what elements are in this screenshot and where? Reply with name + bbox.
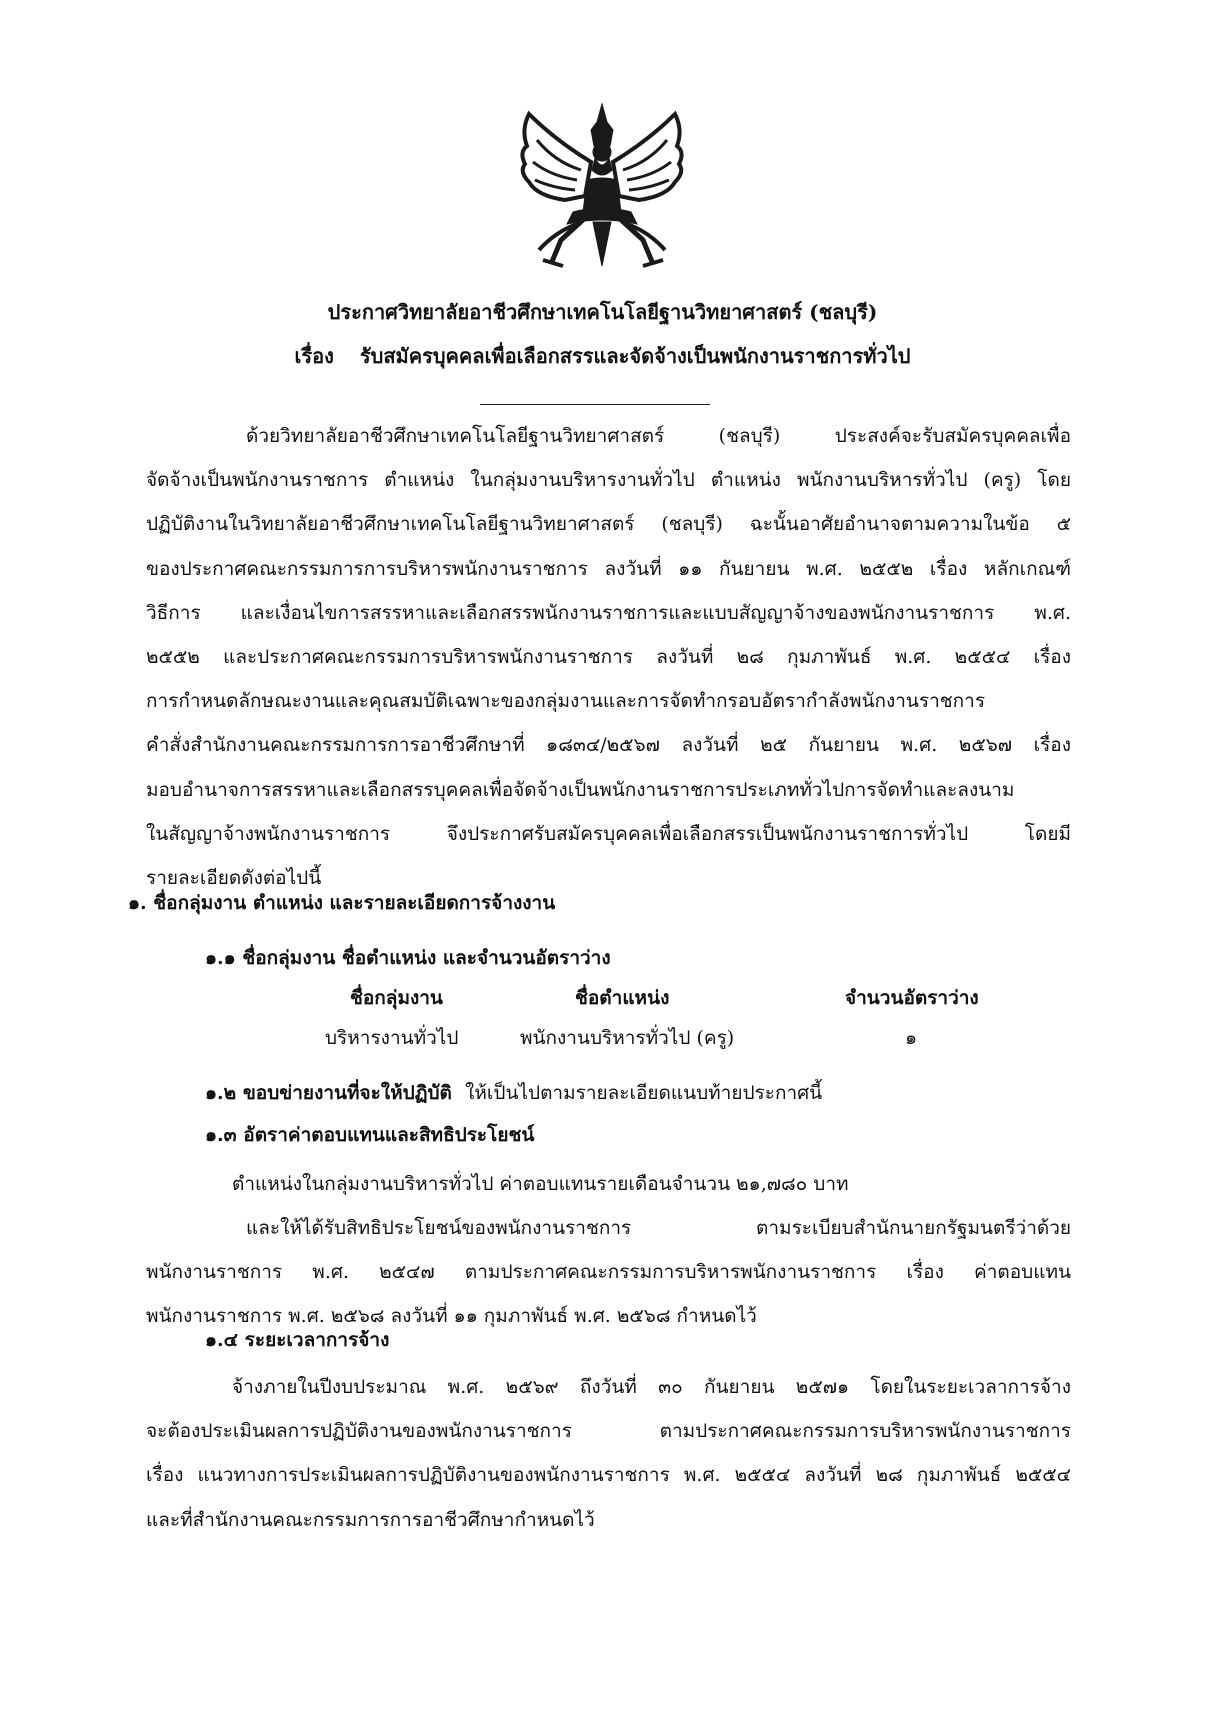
term-line: และที่สำนักงานคณะกรรมการการอาชีวศึกษากำหนดไว้ [146,1508,595,1531]
term-line: จ้างภายในปีงบประมาณ พ.ศ. ๒๕๖๙ ถึงวันที่ ๓๐ กันยายน ๒๕๗๑ โดยในระยะเวลาการจ้าง [232,1376,1071,1398]
announcement-subject [0,340,1205,372]
title-divider [480,404,710,405]
intro-line: วิธีการ และเงื่อนไขการสรรหาและเลือกสรรพนักงานราชการและแบบสัญญาจ้างของพนักงานราชการ พ.ศ. [146,601,1071,624]
section-1-2-text: ให้เป็นไปตามรายละเอียดแนบท้ายประกาศนี้ [465,1082,823,1104]
section-1-3-heading: ๑.๓ อัตราค่าตอบแทนและสิทธิประโยชน์ [205,1124,535,1146]
section-1-1-heading: ๑.๑ ชื่อกลุ่มงาน ชื่อตำแหน่ง และจำนวนอัตราว่าง [205,947,611,969]
table-header-vacancies: จำนวนอัตราว่าง [845,987,979,1009]
announcement-title: ประกาศวิทยาลัยอาชีวศึกษาเทคโนโลยีฐานวิทยาศาสตร์ (ชลบุรี) [327,300,878,324]
section-1-2 [205,1078,822,1108]
table-header-group: ชื่อกลุ่มงาน [350,987,443,1009]
subject-text: รับสมัครบุคคลเพื่อเลือกสรรและจัดจ้างเป็นพนักงานราชการทั่วไป [359,344,911,368]
intro-line: จัดจ้างเป็นพนักงานราชการ ตำแหน่ง ในกลุ่มงานบริหารงานทั่วไป ตำแหน่ง พนักงานบริหารทั่วไป (ครู) โดย [146,469,1071,492]
intro-line: ในสัญญาจ้างพนักงานราชการ จึงประกาศรับสมัครบุคคลเพื่อเลือกสรรเป็นพนักงานราชการทั่วไป โดยมี [146,822,1071,845]
table-cell-position: พนักงานบริหารทั่วไป (ครู) [520,1027,735,1049]
term-line: จะต้องประเมินผลการปฏิบัติงานของพนักงานราชการ ตามประกาศคณะกรรมการบริหารพนักงานราชการ [146,1420,1071,1443]
intro-line: ปฏิบัติงานในวิทยาลัยอาชีวศึกษาเทคโนโลยีฐานวิทยาศาสตร์ (ชลบุรี) ฉะนั้นอาศัยอำนาจตามความในข้อ ๕ [146,513,1071,536]
benefit-line: พนักงานราชการ พ.ศ. ๒๕๖๘ ลงวันที่ ๑๑ กุมภาพันธ์ พ.ศ. ๒๕๖๘ กำหนดไว้ [146,1305,757,1328]
intro-line: ของประกาศคณะกรรมการการบริหารพนักงานราชการ ลงวันที่ ๑๑ กันยายน พ.ศ. ๒๕๕๒ เรื่อง หลักเกณฑ์ [146,557,1071,580]
section-1-4-paragraph [146,1365,1071,1542]
salary-line: ตำแหน่งในกลุ่มงานบริหารทั่วไป ค่าตอบแทนรายเดือนจำนวน ๒๑,๗๘๐ บาท [232,1173,849,1195]
intro-paragraph [146,414,1071,900]
subject-label: เรื่อง [294,344,334,368]
intro-line: รายละเอียดดังต่อไปนี้ [146,867,322,890]
intro-line: ๒๕๕๒ และประกาศคณะกรรมการบริหารพนักงานราชการ ลงวันที่ ๒๘ กุมภาพันธ์ พ.ศ. ๒๕๕๔ เรื่อง [146,646,1071,669]
section-1-heading: ๑. ชื่อกลุ่มงาน ตำแหน่ง และรายละเอียดการจ้างงาน [128,892,556,914]
intro-line: ด้วยวิทยาลัยอาชีวศึกษาเทคโนโลยีฐานวิทยาศาสตร์ (ชลบุรี) ประสงค์จะรับสมัครบุคคลเพื่อ [246,425,1071,447]
intro-line: คำสั่งสำนักงานคณะกรรมการการอาชีวศึกษาที่ ๑๘๓๔/๒๕๖๗ ลงวันที่ ๒๕ กันยายน พ.ศ. ๒๕๖๗ เรื่อง [146,734,1071,757]
section-1-3-salary [146,1162,1071,1206]
table-header-position: ชื่อตำแหน่ง [575,987,670,1009]
garuda-emblem-icon [515,100,690,272]
table-cell-vacancies: ๑ [905,1027,918,1049]
section-1-2-heading: ๑.๒ ขอบข่ายงานที่จะให้ปฏิบัติ [205,1082,452,1104]
benefit-line: พนักงานราชการ พ.ศ. ๒๕๔๗ ตามประกาศคณะกรรมการบริหารพนักงานราชการ เรื่อง ค่าตอบแทน [146,1261,1071,1284]
intro-line: การกำหนดลักษณะงานและคุณสมบัติเฉพาะของกลุ่มงานและการจัดทำกรอบอัตรากำลังพนักงานราชการ [146,690,986,713]
intro-line: มอบอำนาจการสรรหาและเลือกสรรบุคคลเพื่อจัดจ้างเป็นพนักงานราชการประเภททั่วไปการจัดทำและลงนาม [146,778,1015,801]
section-1-3-paragraph [146,1206,1071,1339]
section-1-4-heading: ๑.๔ ระยะเวลาการจ้าง [205,1329,390,1351]
benefit-line: และให้ได้รับสิทธิประโยชน์ของพนักงานราชการ ตามระเบียบสำนักนายกรัฐมนตรีว่าด้วย [246,1217,1071,1239]
table-cell-group: บริหารงานทั่วไป [325,1027,459,1049]
term-line: เรื่อง แนวทางการประเมินผลการปฏิบัติงานของพนักงานราชการ พ.ศ. ๒๕๕๔ ลงวันที่ ๒๘ กุมภาพันธ์ ๒๕๕๔ [146,1464,1071,1487]
